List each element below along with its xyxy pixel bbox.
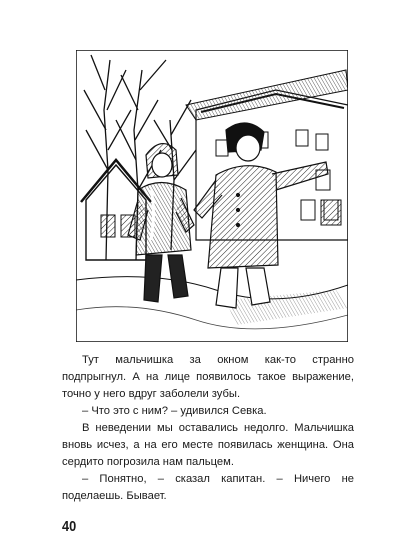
body-text [62, 352, 354, 505]
paragraph: – Что это с ним? – удивился Севка. [82, 405, 267, 417]
book-illustration [76, 50, 348, 342]
page-number: 40 [62, 518, 77, 535]
paragraph: Тут мальчишка за окном как-то странно подпрыгнул. А на лице появилось такое выражение, точно у него вдруг заболели зубы. [62, 354, 354, 400]
paragraph: – Понятно, – сказал капитан. – Ничего не поделаешь. Бывает. [62, 473, 354, 502]
ink-drawing-two-boys-in-winter-street [76, 50, 348, 342]
paragraph: В неведении мы оставались недолго. Мальчишка вновь исчез, а на его месте появилась женщина. Она сердито погрозила нам пальцем. [62, 422, 354, 468]
